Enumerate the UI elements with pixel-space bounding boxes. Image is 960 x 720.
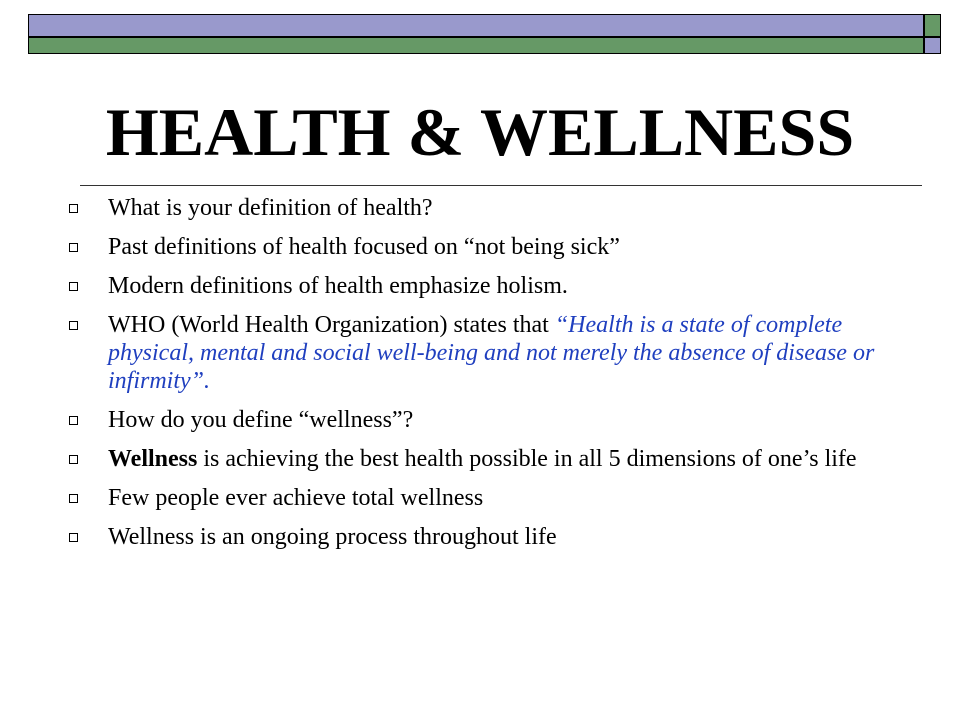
bullet-text: How do you define “wellness”?	[108, 407, 414, 433]
square-bullet-icon	[69, 243, 78, 252]
header-bar-lavender	[28, 14, 924, 37]
header-square-green	[924, 14, 941, 37]
bullet-item-who-definition	[58, 311, 908, 395]
square-bullet-icon	[69, 494, 78, 503]
bullet-text: What is your definition of health?	[108, 195, 433, 221]
square-bullet-icon	[69, 321, 78, 330]
square-bullet-icon	[69, 533, 78, 542]
square-bullet-icon	[69, 455, 78, 464]
title-divider	[80, 185, 922, 186]
bullet-item-wellness-meaning	[58, 445, 908, 473]
bullet-list	[58, 194, 908, 562]
header-bar-green	[28, 37, 924, 54]
bullet-item-define-wellness	[58, 406, 908, 434]
bullet-text: is achieving the best health possible in all 5 dimensions of one’s life	[197, 446, 857, 472]
square-bullet-icon	[69, 204, 78, 213]
bullet-item-ongoing-process	[58, 523, 908, 551]
bullet-text: Modern definitions of health emphasize holism.	[108, 273, 568, 299]
bullet-bold-term: Wellness	[108, 446, 198, 472]
square-bullet-icon	[69, 416, 78, 425]
bullet-item-few-achieve	[58, 484, 908, 512]
bullet-item-past-definitions	[58, 233, 908, 261]
square-bullet-icon	[69, 282, 78, 291]
header-square-lavender	[924, 37, 941, 54]
bullet-text: Past definitions of health focused on “not being sick”	[108, 234, 620, 260]
bullet-item-definition	[58, 194, 908, 222]
slide-title: HEALTH & WELLNESS	[105, 94, 855, 170]
bullet-text: Few people ever achieve total wellness	[108, 485, 484, 511]
bullet-text: Wellness is an ongoing process throughout life	[108, 524, 557, 550]
bullet-text: WHO (World Health Organization) states that	[108, 312, 555, 338]
who-quote: “Health is a state of complete physical, mental and social well-being and not merely the absence of disease or infirmity”.	[108, 312, 875, 394]
bullet-item-modern-definitions	[58, 272, 908, 300]
